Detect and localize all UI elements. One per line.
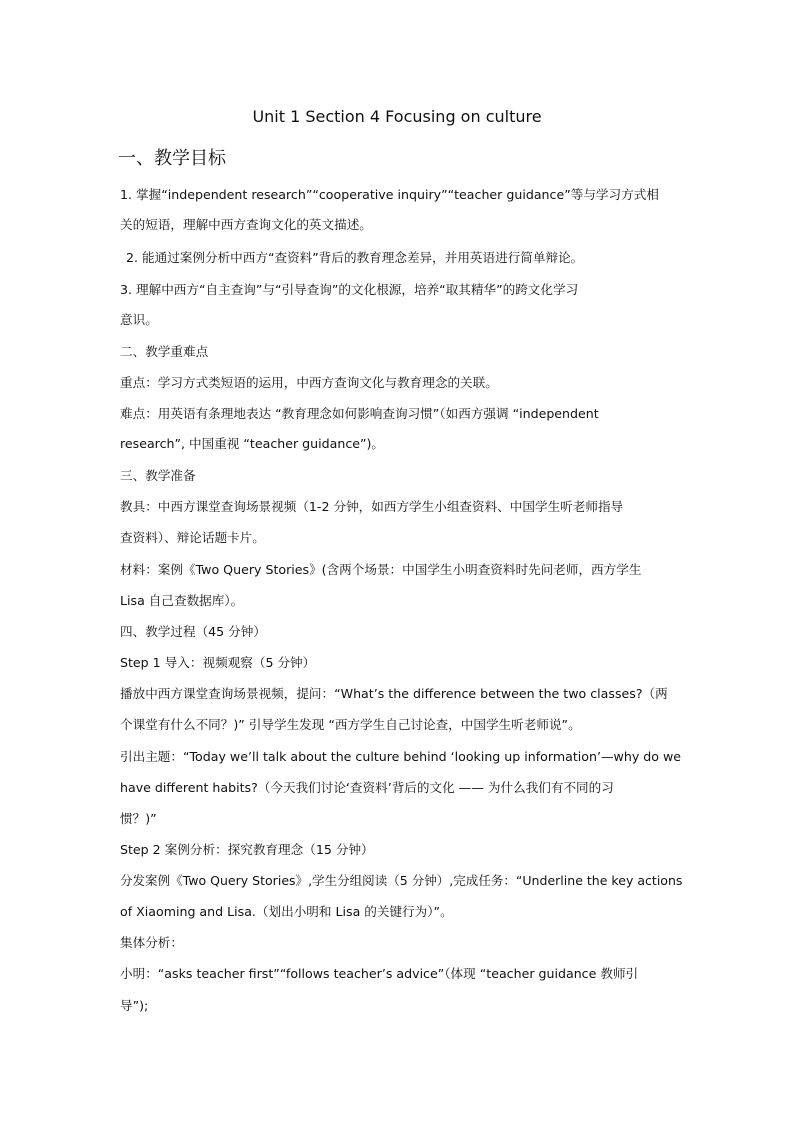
objective-1-line-1: 1. 掌握“independent research”“cooperative inquiry”“teacher guidance”等与学习方式相 [120, 187, 659, 202]
document-title: Unit 1 Section 4 Focusing on culture [252, 107, 542, 126]
materials-line-1: 材料：案例《Two Query Stories》(含两个场景：中国学生小明查资料时先问老师，西方学生 [120, 562, 642, 577]
section-heading-objectives: 一、教学目标 [118, 148, 226, 169]
step-1-line-1: 播放中西方课堂查询场景视频，提问：“What’s the difference between the two classes?（两 [120, 686, 668, 701]
step-1-line-5: 惯？)” [120, 811, 157, 826]
step-2-heading: Step 2 案例分析：探究教育理念（15 分钟） [120, 842, 374, 857]
difficult-point-line-1: 难点：用英语有条理地表达 “教育理念如何影响查询习惯”（如西方强调 “independent [120, 406, 599, 421]
step-1-line-4: have different habits?（今天我们讨论‘查资料’背后的文化 —— 为什么我们有不同的习 [120, 780, 614, 795]
step-1-heading: Step 1 导入：视频观察（5 分钟） [120, 655, 316, 670]
teaching-aids-line-2: 查资料）、辩论话题卡片。 [120, 530, 265, 545]
step-1-line-3: 引出主题：“Today we’ll talk about the culture behind ‘looking up information’—why do we [120, 749, 682, 764]
key-point: 重点：学习方式类短语的运用，中西方查询文化与教育理念的关联。 [120, 375, 498, 390]
step-2-line-4: 小明：“asks teacher first”“follows teacher’s advice”（体现 “teacher guidance 教师引 [120, 966, 639, 981]
objective-1-line-2: 关的短语，理解中西方查询文化的英文描述。 [120, 217, 372, 232]
section-heading-key-points: 二、教学重难点 [120, 344, 209, 359]
materials-line-2: Lisa 自己查数据库）。 [120, 593, 244, 608]
objective-3-line-1: 3. 理解中西方“自主查询”与“引导查询”的文化根源，培养“取其精华”的跨文化学习 [120, 282, 579, 297]
objective-2: 2. 能通过案例分析中西方“查资料”背后的教育理念差异，并用英语进行简单辩论。 [126, 250, 584, 265]
step-2-line-1: 分发案例《Two Query Stories》,学生分组阅读（5 分钟）,完成任务：“Underline the key actions [120, 873, 683, 888]
section-heading-process: 四、教学过程（45 分钟） [120, 624, 266, 639]
teaching-aids-line-1: 教具：中西方课堂查询场景视频（1-2 分钟，如西方学生小组查资料、中国学生听老师指导 [120, 499, 624, 514]
objective-3-line-2: 意识。 [120, 312, 158, 327]
step-1-line-2: 个课堂有什么不同？)” 引导学生发现 “西方学生自己讨论查，中国学生听老师说”。 [120, 717, 581, 732]
section-heading-preparation: 三、教学准备 [120, 468, 196, 483]
step-2-line-5: 导”); [120, 998, 149, 1013]
step-2-line-3: 集体分析： [120, 935, 183, 950]
step-2-line-2: of Xiaoming and Lisa.（划出小明和 Lisa 的关键行为）”。 [120, 904, 453, 919]
difficult-point-line-2: research”, 中国重视 “teacher guidance”)。 [120, 436, 385, 451]
